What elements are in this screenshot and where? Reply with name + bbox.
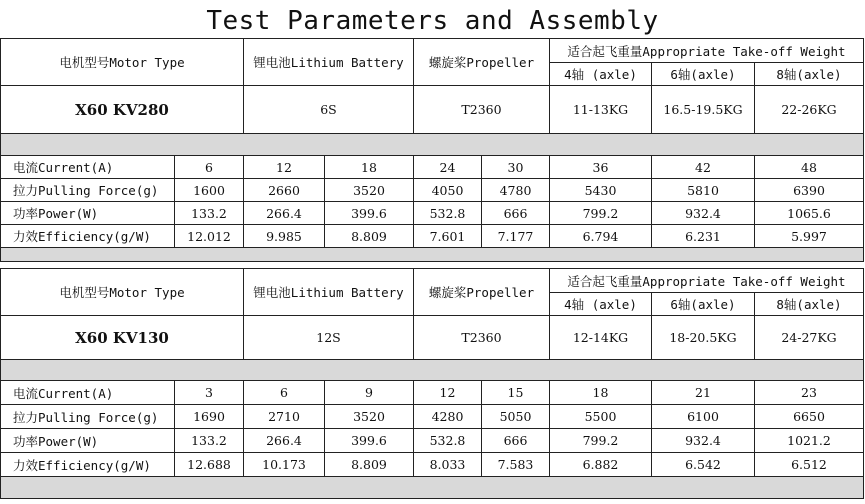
- battery-value: 12S: [244, 316, 414, 360]
- value-cell: 5050: [482, 405, 550, 429]
- value-cell: 12.688: [175, 453, 244, 477]
- pulling-force-row: [1, 405, 864, 429]
- value-cell: 5500: [550, 405, 652, 429]
- takeoff-weight-header: 适合起飞重量Appropriate Take-off Weight: [550, 39, 864, 63]
- value-cell: 2660: [244, 179, 325, 202]
- value-cell: 21: [652, 381, 755, 405]
- takeoff-weight-header: 适合起飞重量Appropriate Take-off Weight: [550, 269, 864, 293]
- value-cell: 7.583: [482, 453, 550, 477]
- value-cell: 42: [652, 156, 755, 179]
- efficiency-row: [1, 453, 864, 477]
- value-cell: 23: [755, 381, 864, 405]
- row-label: 电流Current(A): [1, 381, 175, 405]
- row-label: 力效Efficiency(g/W): [1, 225, 175, 248]
- battery-header: 锂电池Lithium Battery: [244, 39, 414, 86]
- battery-value: 6S: [244, 86, 414, 134]
- weight-8axle: 24-27KG: [755, 316, 864, 360]
- value-cell: 6.231: [652, 225, 755, 248]
- battery-header: 锂电池Lithium Battery: [244, 269, 414, 316]
- value-cell: 2710: [244, 405, 325, 429]
- weight-8axle: 22-26KG: [755, 86, 864, 134]
- value-cell: 9: [325, 381, 414, 405]
- separator-row: [1, 134, 864, 156]
- value-cell: 266.4: [244, 202, 325, 225]
- axle6-header: 6轴(axle): [652, 63, 755, 86]
- separator-row: [1, 477, 864, 499]
- value-cell: 6650: [755, 405, 864, 429]
- power-row: [1, 429, 864, 453]
- value-cell: 8.809: [325, 453, 414, 477]
- value-cell: 6.882: [550, 453, 652, 477]
- propeller-value: T2360: [414, 316, 550, 360]
- value-cell: 1021.2: [755, 429, 864, 453]
- weight-6axle: 18-20.5KG: [652, 316, 755, 360]
- motor-model: X60 KV130: [1, 316, 244, 360]
- value-cell: 6: [244, 381, 325, 405]
- motor-type-header: 电机型号Motor Type: [1, 269, 244, 316]
- value-cell: 7.601: [414, 225, 482, 248]
- value-cell: 5810: [652, 179, 755, 202]
- value-cell: 18: [325, 156, 414, 179]
- value-cell: 12: [414, 381, 482, 405]
- value-cell: 48: [755, 156, 864, 179]
- current-row: [1, 381, 864, 405]
- value-cell: 30: [482, 156, 550, 179]
- axle8-header: 8轴(axle): [755, 63, 864, 86]
- pulling-force-row: [1, 179, 864, 202]
- value-cell: 24: [414, 156, 482, 179]
- weight-4axle: 11-13KG: [550, 86, 652, 134]
- motor-model: X60 KV280: [1, 86, 244, 134]
- value-cell: 12.012: [175, 225, 244, 248]
- value-cell: 6390: [755, 179, 864, 202]
- value-cell: 12: [244, 156, 325, 179]
- value-cell: 4050: [414, 179, 482, 202]
- spec-table-kv130: [0, 268, 864, 499]
- value-cell: 3: [175, 381, 244, 405]
- page-title: Test Parameters and Assembly: [206, 6, 659, 36]
- propeller-header: 螺旋桨Propeller: [414, 269, 550, 316]
- power-row: [1, 202, 864, 225]
- value-cell: 36: [550, 156, 652, 179]
- propeller-header: 螺旋桨Propeller: [414, 39, 550, 86]
- value-cell: 18: [550, 381, 652, 405]
- propeller-value: T2360: [414, 86, 550, 134]
- separator-row: [1, 248, 864, 262]
- value-cell: 6100: [652, 405, 755, 429]
- value-cell: 799.2: [550, 429, 652, 453]
- value-cell: 4780: [482, 179, 550, 202]
- value-cell: 932.4: [652, 202, 755, 225]
- axle6-header: 6轴(axle): [652, 293, 755, 316]
- value-cell: 10.173: [244, 453, 325, 477]
- row-label: 电流Current(A): [1, 156, 175, 179]
- spec-table-kv280: [0, 38, 864, 262]
- value-cell: 6.512: [755, 453, 864, 477]
- value-cell: 133.2: [175, 202, 244, 225]
- value-cell: 133.2: [175, 429, 244, 453]
- value-cell: 6.794: [550, 225, 652, 248]
- value-cell: 1690: [175, 405, 244, 429]
- row-label: 功率Power(W): [1, 429, 175, 453]
- row-label: 力效Efficiency(g/W): [1, 453, 175, 477]
- row-label: 功率Power(W): [1, 202, 175, 225]
- value-cell: 399.6: [325, 429, 414, 453]
- value-cell: 932.4: [652, 429, 755, 453]
- efficiency-row: [1, 225, 864, 248]
- value-cell: 5.997: [755, 225, 864, 248]
- value-cell: 6.542: [652, 453, 755, 477]
- axle4-header: 4轴 (axle): [550, 63, 652, 86]
- value-cell: 1065.6: [755, 202, 864, 225]
- axle8-header: 8轴(axle): [755, 293, 864, 316]
- value-cell: 532.8: [414, 429, 482, 453]
- value-cell: 3520: [325, 405, 414, 429]
- value-cell: 532.8: [414, 202, 482, 225]
- value-cell: 3520: [325, 179, 414, 202]
- value-cell: 399.6: [325, 202, 414, 225]
- row-label: 拉力Pulling Force(g): [1, 405, 175, 429]
- value-cell: 4280: [414, 405, 482, 429]
- row-label: 拉力Pulling Force(g): [1, 179, 175, 202]
- current-row: [1, 156, 864, 179]
- separator-row: [1, 360, 864, 381]
- weight-6axle: 16.5-19.5KG: [652, 86, 755, 134]
- value-cell: 666: [482, 429, 550, 453]
- value-cell: 666: [482, 202, 550, 225]
- value-cell: 6: [175, 156, 244, 179]
- value-cell: 15: [482, 381, 550, 405]
- value-cell: 8.033: [414, 453, 482, 477]
- value-cell: 1600: [175, 179, 244, 202]
- axle4-header: 4轴 (axle): [550, 293, 652, 316]
- value-cell: 8.809: [325, 225, 414, 248]
- value-cell: 7.177: [482, 225, 550, 248]
- value-cell: 5430: [550, 179, 652, 202]
- value-cell: 799.2: [550, 202, 652, 225]
- value-cell: 9.985: [244, 225, 325, 248]
- weight-4axle: 12-14KG: [550, 316, 652, 360]
- value-cell: 266.4: [244, 429, 325, 453]
- motor-type-header: 电机型号Motor Type: [1, 39, 244, 86]
